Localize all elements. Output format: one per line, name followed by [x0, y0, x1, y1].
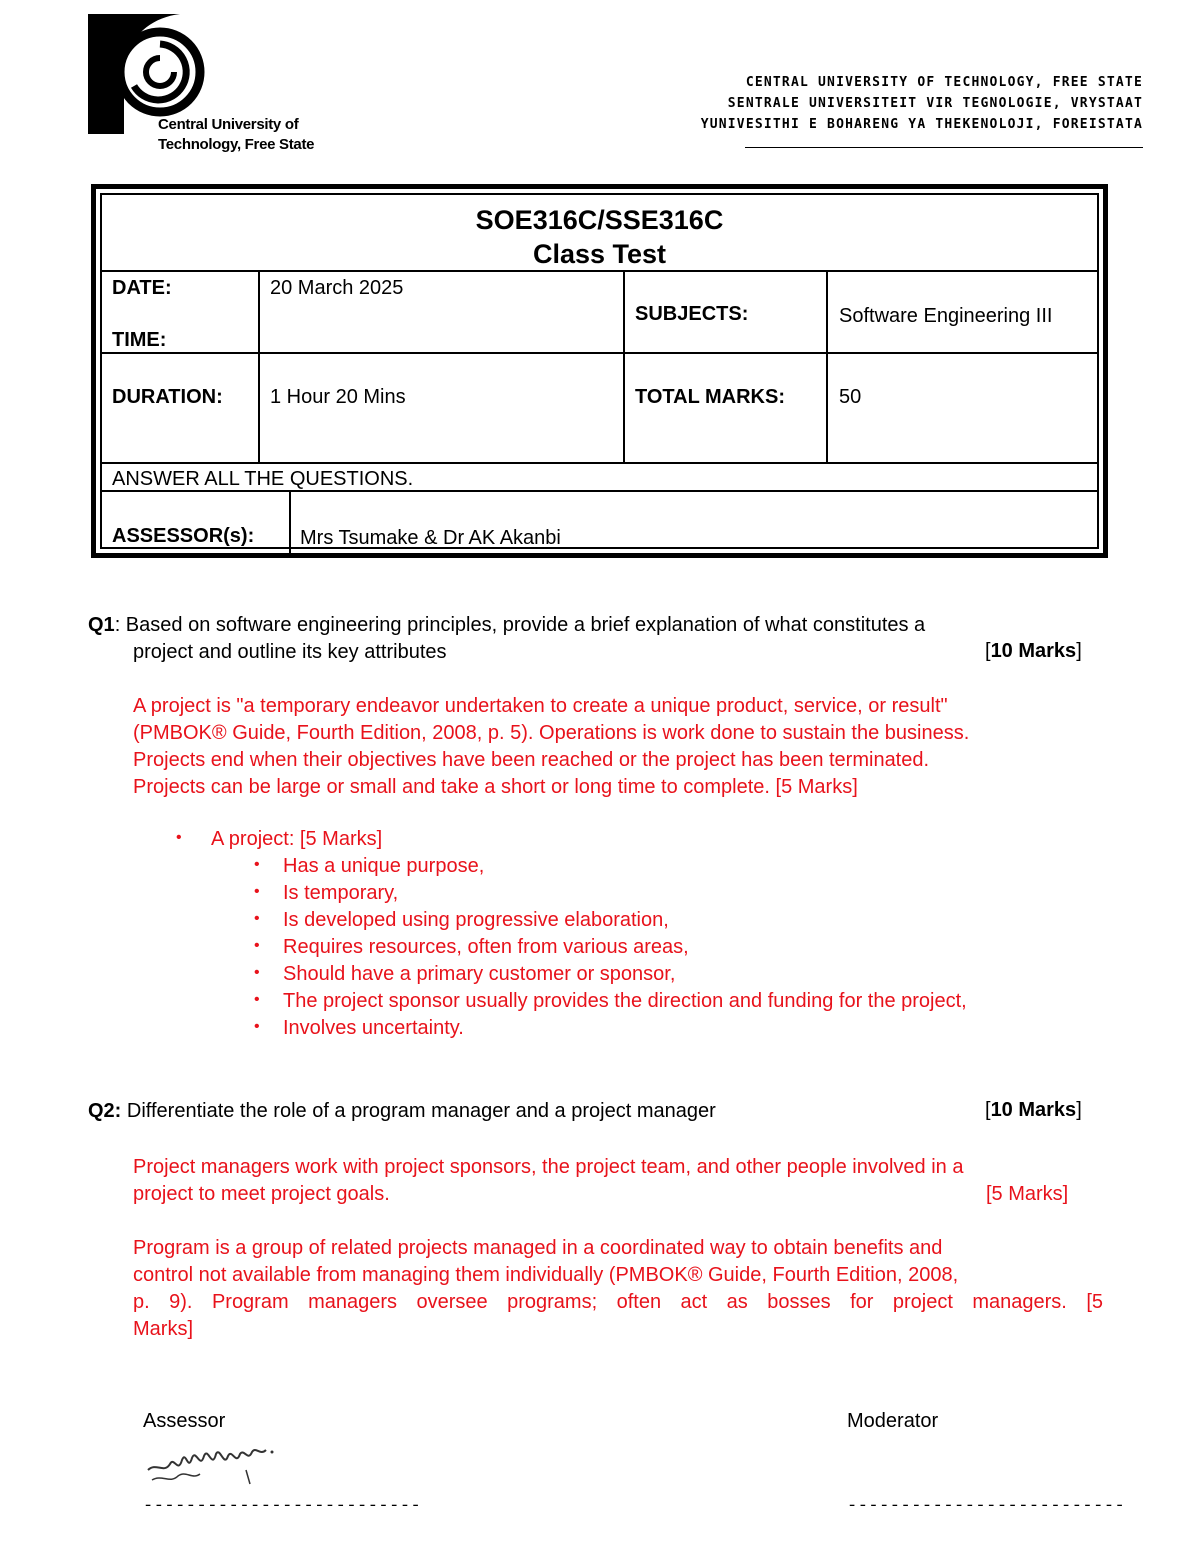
list-item-text: Is temporary,: [283, 882, 399, 904]
bullet-icon: •: [254, 964, 260, 981]
instruction-text: ANSWER ALL THE QUESTIONS.: [112, 468, 414, 490]
time-label: TIME:: [112, 329, 167, 351]
q1-bullet-head-text: A project: [5 Marks]: [211, 828, 383, 850]
q1-marks-close: ]: [1076, 640, 1082, 662]
list-item-text: Involves uncertainty.: [283, 1017, 464, 1039]
table-divider: [102, 462, 1097, 464]
university-logo: [88, 14, 328, 164]
test-info-table: [91, 184, 1108, 558]
moderator-signature-line: --------------------------: [847, 1497, 1126, 1516]
table-divider: [623, 270, 625, 462]
assessor-signature-line: --------------------------: [143, 1497, 422, 1516]
q2-answer2-line: Marks]: [133, 1318, 193, 1340]
list-item-text: Requires resources, often from various areas,: [283, 936, 689, 958]
q2-answer1-line2: project to meet project goals.: [133, 1183, 390, 1205]
university-name-afrikaans: SENTRALE UNIVERSITEIT VIR TEGNOLOGIE, VRYSTAAT: [727, 96, 1143, 111]
list-item-text: The project sponsor usually provides the direction and funding for the project,: [283, 990, 967, 1012]
logo-text-line2: Technology, Free State: [158, 136, 315, 153]
q2-answer2-line: control not available from managing them individually (PMBOK® Guide, Fourth Edition, 2008,: [133, 1264, 959, 1286]
q1-question-line1: : Based on software engineering principles, provide a brief explanation of what constitutes a: [114, 614, 926, 636]
bullet-icon: •: [254, 856, 260, 873]
q1-question: [88, 612, 1108, 639]
q2-answer2-line: Program is a group of related projects managed in a coordinated way to obtain benefits and: [133, 1237, 943, 1259]
logo-text-line1: Central University of: [158, 116, 299, 133]
q2-marks-close: ]: [1076, 1099, 1082, 1121]
q1-marks: [985, 640, 1082, 663]
bullet-icon: •: [254, 883, 260, 900]
university-name-english: CENTRAL UNIVERSITY OF TECHNOLOGY, FREE STATE: [745, 75, 1143, 90]
q1-answer-line: Projects can be large or small and take a short or long time to complete. [5 Marks]: [133, 776, 858, 798]
q1-label: Q1: [88, 614, 115, 636]
test-info-grid: [100, 193, 1099, 549]
table-divider: [289, 490, 291, 553]
test-title: Class Test: [532, 239, 667, 269]
q1-answer-line: A project is "a temporary endeavor undertaken to create a unique product, service, or result": [133, 695, 948, 717]
q1-answer-line: Projects end when their objectives have been reached or the project has been terminated.: [133, 749, 930, 771]
bullet-icon: •: [254, 910, 260, 927]
q2-marks-value: 10 Marks: [990, 1099, 1077, 1121]
course-code: SOE316C/SSE316C: [475, 205, 724, 235]
q1-marks-value: 10 Marks: [990, 640, 1077, 662]
list-item-text: Is developed using progressive elaboration,: [283, 909, 669, 931]
q2-answer1-line1: Project managers work with project sponsors, the project team, and other people involved in a: [133, 1156, 964, 1178]
subjects-value: Software Engineering III: [839, 305, 1053, 327]
q1-question-line2: project and outline its key attributes: [133, 641, 447, 663]
assessor-value: Mrs Tsumake & Dr AK Akanbi: [300, 527, 561, 549]
duration-label: DURATION:: [112, 386, 223, 408]
q2-marks: [985, 1099, 1082, 1122]
bullet-icon: •: [254, 991, 260, 1008]
table-divider: [258, 270, 260, 462]
assessor-label: ASSESSOR(s):: [112, 525, 255, 547]
list-item-text: Has a unique purpose,: [283, 855, 485, 877]
q2-question-text: Differentiate the role of a program manager and a project manager: [121, 1100, 716, 1122]
table-divider: [102, 352, 1097, 354]
subjects-label: SUBJECTS:: [635, 303, 749, 325]
q2-marks-open: [: [985, 1099, 991, 1121]
table-divider: [102, 270, 1097, 272]
bullet-icon: •: [254, 1018, 260, 1035]
bullet-icon: •: [176, 829, 182, 846]
total-marks-label: TOTAL MARKS:: [635, 386, 785, 408]
q1-answer-line: (PMBOK® Guide, Fourth Edition, 2008, p. 5). Operations is work done to sustain the business.: [133, 722, 970, 744]
table-divider: [826, 270, 828, 462]
moderator-signoff-label: Moderator: [847, 1410, 939, 1432]
duration-value: 1 Hour 20 Mins: [270, 386, 406, 408]
bullet-icon: •: [254, 937, 260, 954]
q1-marks-open: [: [985, 640, 991, 662]
university-name-sesotho: YUNIVESITHI E BOHARENG YA THEKENOLOJI, FOREISTATA: [700, 117, 1143, 132]
q2-answer2-line: p. 9). Program managers oversee programs; often act as bosses for project managers. [5: [133, 1291, 1103, 1313]
total-marks-value: 50: [839, 386, 862, 408]
assessor-signoff-label: Assessor: [143, 1410, 226, 1432]
q2-question: [88, 1098, 716, 1125]
date-label: DATE:: [112, 277, 172, 299]
header-divider: [745, 147, 1143, 148]
assessor-signature-icon: [142, 1440, 282, 1492]
q2-answer1-marks: [5 Marks]: [986, 1183, 1069, 1205]
date-value: 20 March 2025: [270, 277, 404, 299]
q2-label: Q2:: [88, 1100, 122, 1122]
list-item-text: Should have a primary customer or sponsor,: [283, 963, 676, 985]
